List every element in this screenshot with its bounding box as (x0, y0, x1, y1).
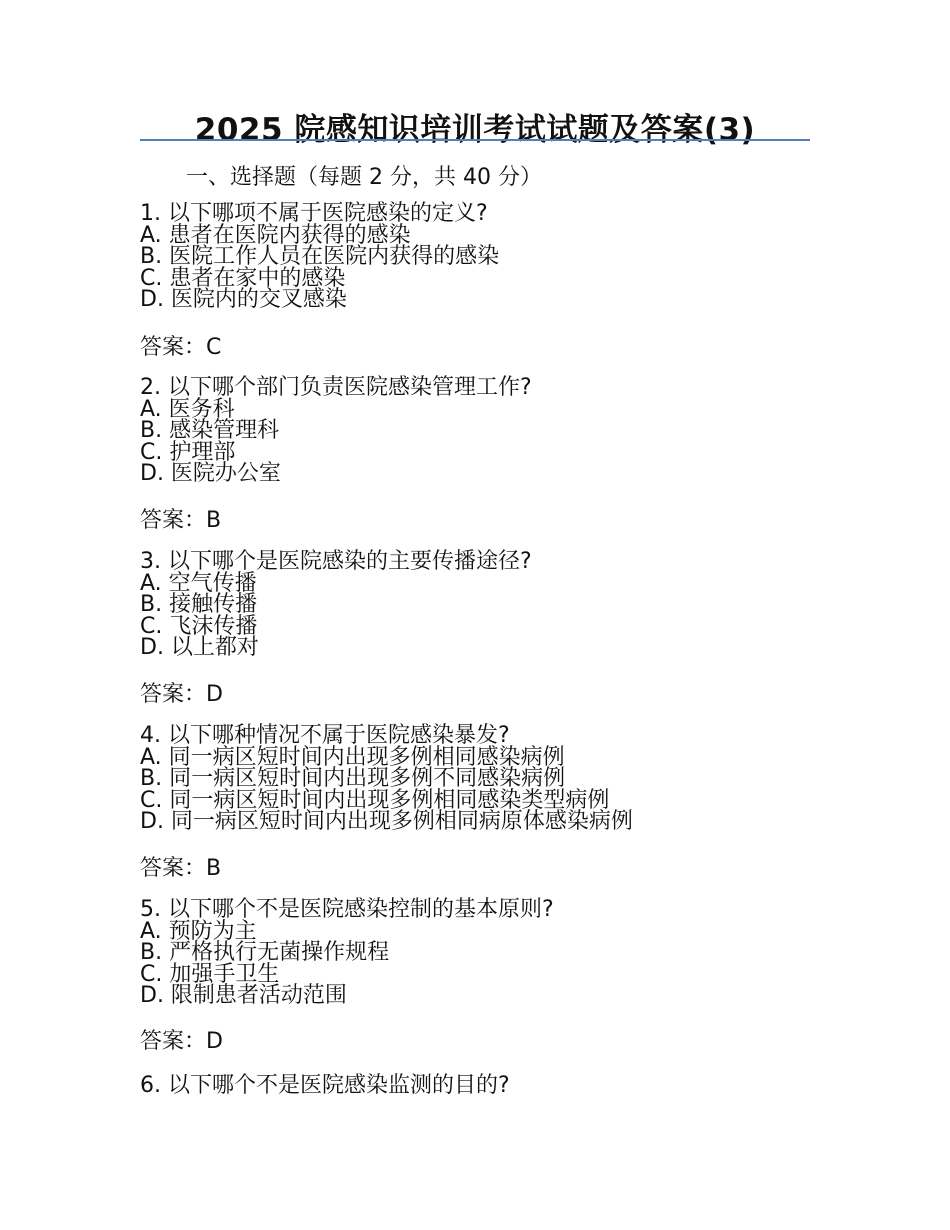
option-a: A. 空气传播 (140, 570, 257, 596)
answer-4: 答案：B (140, 856, 222, 881)
answer-2: 答案：B (140, 508, 222, 533)
option-a: A. 同一病区短时间内出现多例相同感染病例 (140, 744, 565, 770)
question-text: 2. 以下哪个部门负责医院感染管理工作? (140, 375, 532, 400)
option-c: C. 同一病区短时间内出现多例相同感染类型病例 (140, 787, 610, 813)
option-d: D. 限制患者活动范围 (140, 983, 347, 1008)
question-text-6: 6. 以下哪个不是医院感染监测的目的? (140, 1073, 510, 1098)
option-d: D. 以上都对 (140, 635, 259, 660)
answer-5: 答案：D (140, 1029, 223, 1054)
option-c: C. 飞沫传播 (140, 613, 258, 639)
option-b: B. 医院工作人员在医院内获得的感染 (140, 244, 500, 269)
question-block-3 (140, 551, 532, 659)
option-a: A. 医务科 (140, 396, 235, 422)
option-a: A. 预防为主 (140, 918, 257, 944)
option-d: D. 同一病区短时间内出现多例相同病原体感染病例 (140, 809, 633, 834)
question-text: 1. 以下哪项不属于医院感染的定义? (140, 201, 488, 226)
title-underline (140, 139, 810, 141)
option-b: B. 严格执行无菌操作规程 (140, 940, 390, 965)
option-b: B. 同一病区短时间内出现多例不同感染病例 (140, 766, 566, 791)
option-c: C. 患者在家中的感染 (140, 265, 346, 291)
option-d: D. 医院办公室 (140, 461, 281, 486)
answer-1: 答案：C (140, 335, 222, 360)
option-c: C. 护理部 (140, 439, 236, 465)
question-block-4 (140, 725, 633, 833)
section-heading: 一、选择题（每题 2 分，共 40 分） (186, 165, 542, 190)
question-text: 4. 以下哪种情况不属于医院感染暴发? (140, 723, 510, 748)
option-d: D. 医院内的交叉感染 (140, 287, 347, 312)
option-b: B. 感染管理科 (140, 418, 280, 443)
question-block-5 (140, 899, 554, 1007)
question-text: 5. 以下哪个不是医院感染控制的基本原则? (140, 897, 554, 922)
answer-3: 答案：D (140, 682, 223, 707)
option-b: B. 接触传播 (140, 592, 258, 617)
document-title: 2025 院感知识培训考试试题及答案(3) (194, 112, 756, 148)
option-c: C. 加强手卫生 (140, 961, 280, 987)
option-a: A. 患者在医院内获得的感染 (140, 222, 411, 248)
question-block-1 (140, 203, 499, 311)
question-text: 3. 以下哪个是医院感染的主要传播途径? (140, 549, 532, 574)
question-block-2 (140, 377, 532, 485)
